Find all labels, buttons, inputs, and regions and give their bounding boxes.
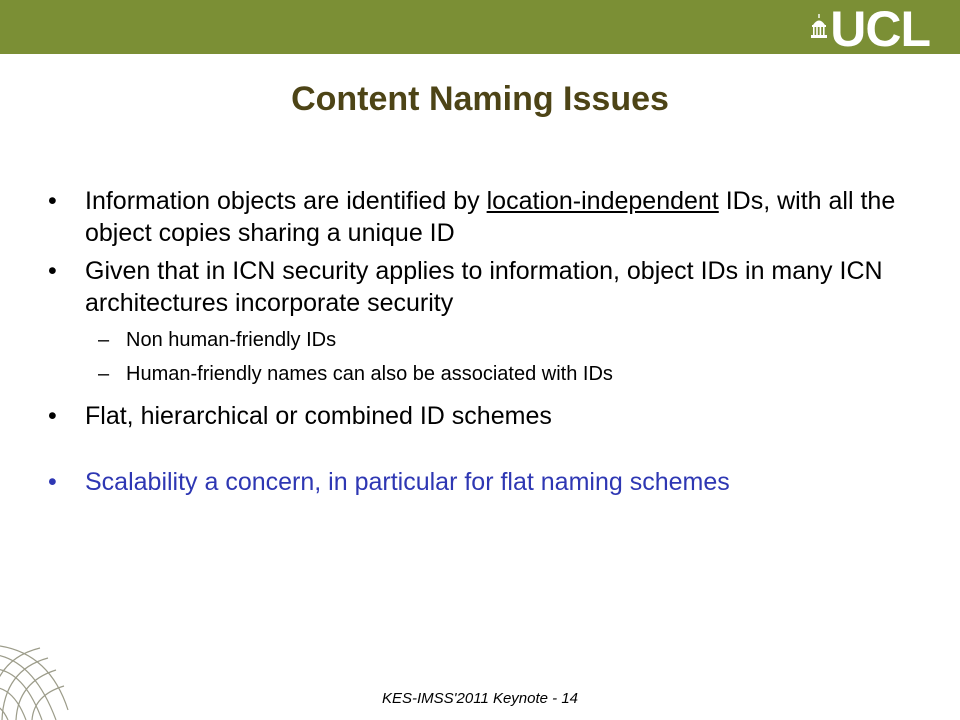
bullet-marker: • (48, 257, 57, 285)
underlined-term: location-independent (486, 187, 719, 215)
bullet-text: Given that in ICN security applies to information, object IDs in many ICN architectures incorporate security (85, 257, 883, 317)
sub-bullet-marker: – (98, 363, 110, 385)
bullet-text-start: Information objects are identified by (85, 187, 487, 215)
slide-title: Content Naming Issues (291, 80, 669, 118)
bullet-list (48, 185, 928, 498)
sub-bullet-item (48, 326, 928, 354)
sub-bullet-text: Human-friendly names can also be associated with IDs (126, 363, 613, 385)
sub-bullet-text: Non human-friendly IDs (126, 329, 337, 351)
slide-footer: KES-IMSS'2011 Keynote - 14 (381, 690, 579, 707)
bullet-text: Flat, hierarchical or combined ID schemes (85, 402, 552, 430)
bullet-text: Scalability a concern, in particular for flat naming schemes (85, 468, 730, 496)
bullet-marker: • (48, 468, 57, 496)
sub-bullet-item (48, 360, 928, 388)
bullet-item (48, 185, 928, 249)
ucl-logo (810, 1, 930, 57)
logo-text: UCL (830, 1, 930, 57)
bullet-item-highlighted (48, 466, 928, 498)
portico-dome-icon (810, 14, 828, 38)
bullet-text-end: IDs, with all the object copies sharing a unique ID (85, 187, 896, 247)
sub-bullet-marker: – (98, 329, 110, 351)
geodesic-dome-icon (0, 640, 70, 720)
bullet-marker: • (48, 187, 57, 215)
bullet-item (48, 400, 928, 432)
bullet-item (48, 255, 928, 319)
bullet-marker: • (48, 402, 57, 430)
